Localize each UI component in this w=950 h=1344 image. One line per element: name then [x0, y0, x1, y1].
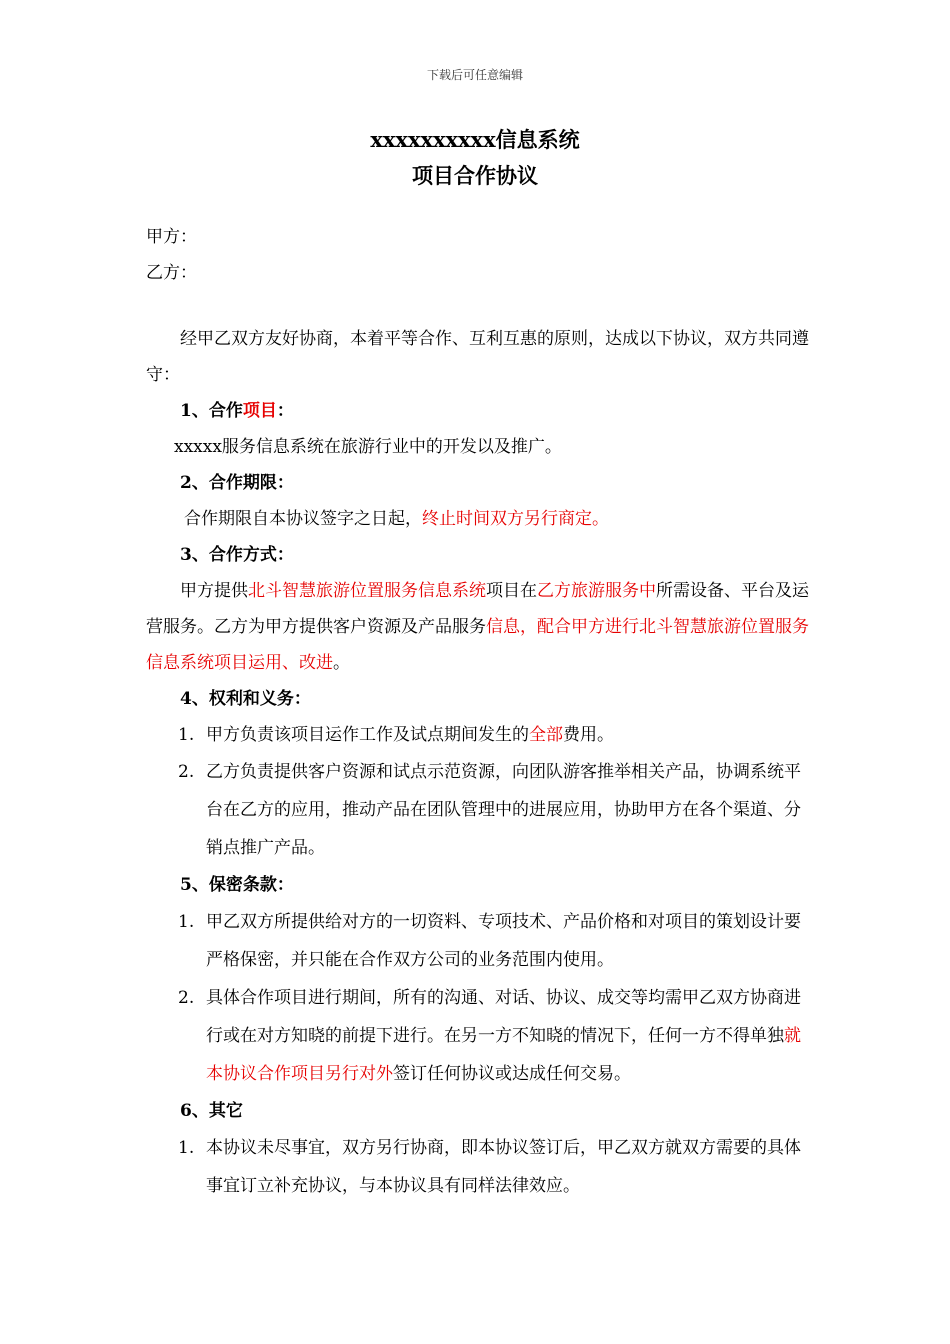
header-note: 下载后可任意编辑 — [426, 68, 523, 82]
section-6-heading: 6、其它 — [180, 1101, 243, 1121]
section-1-body: xxxxx服务信息系统在旅游行业中的开发以及推广。 — [174, 437, 562, 457]
agreement-body — [146, 219, 816, 1205]
section-4-item-2: 2. 乙方负责提供客户资源和试点示范资源，向团队游客推举相关产品，协调系统平台在乙方的应用，推动产品在团队管理中的进展应用，协助甲方在各个渠道、分销点推广产品。 — [178, 762, 801, 858]
document-title: xxxxxxxxxx信息系统 — [370, 127, 580, 152]
section-5-item-1: 1. 甲乙双方所提供给对方的一切资料、专项技术、产品价格和对项目的策划设计要严格保密，并只能在合作双方公司的业务范围内使用。 — [178, 912, 801, 970]
intro-paragraph: 经甲乙双方友好协商，本着平等合作、互利互惠的原则，达成以下协议，双方共同遵守： — [146, 329, 809, 385]
section-3-body: 甲方提供北斗智慧旅游位置服务信息系统项目在乙方旅游服务中所需设备、平台及运营服务。乙方为甲方提供客户资源及产品服务信息，配合甲方进行北斗智慧旅游位置服务信息系统项目运用、改进。 — [146, 581, 809, 673]
party-b-label: 乙方： — [146, 263, 197, 283]
section-1-heading: 1、合作项目： — [180, 401, 294, 421]
section-6-item-1: 1. 本协议未尽事宜，双方另行协商，即本协议签订后，甲乙双方就双方需要的具体事宜订立补充协议，与本协议具有同样法律效应。 — [178, 1138, 801, 1196]
section-5-item-2: 2. 具体合作项目进行期间，所有的沟通、对话、协议、成交等均需甲乙双方协商进行或在对方知晓的前提下进行。在另一方不知晓的情况下，任何一方不得单独就本协议合作项目另行对外签订任何协议或达成任何交易。 — [178, 988, 801, 1084]
section-4-item-1: 1. 甲方负责该项目运作工作及试点期间发生的全部费用。 — [178, 725, 614, 745]
section-4-heading: 4、权利和义务： — [180, 689, 311, 709]
document-subtitle: 项目合作协议 — [412, 163, 538, 188]
section-2-heading: 2、合作期限： — [180, 473, 294, 493]
section-3-heading: 3、合作方式： — [180, 545, 294, 565]
section-2-body: 合作期限自本协议签字之日起，终止时间双方另行商定。 — [184, 509, 609, 529]
section-5-heading: 5、保密条款： — [180, 875, 294, 895]
party-a-label: 甲方： — [146, 227, 197, 247]
